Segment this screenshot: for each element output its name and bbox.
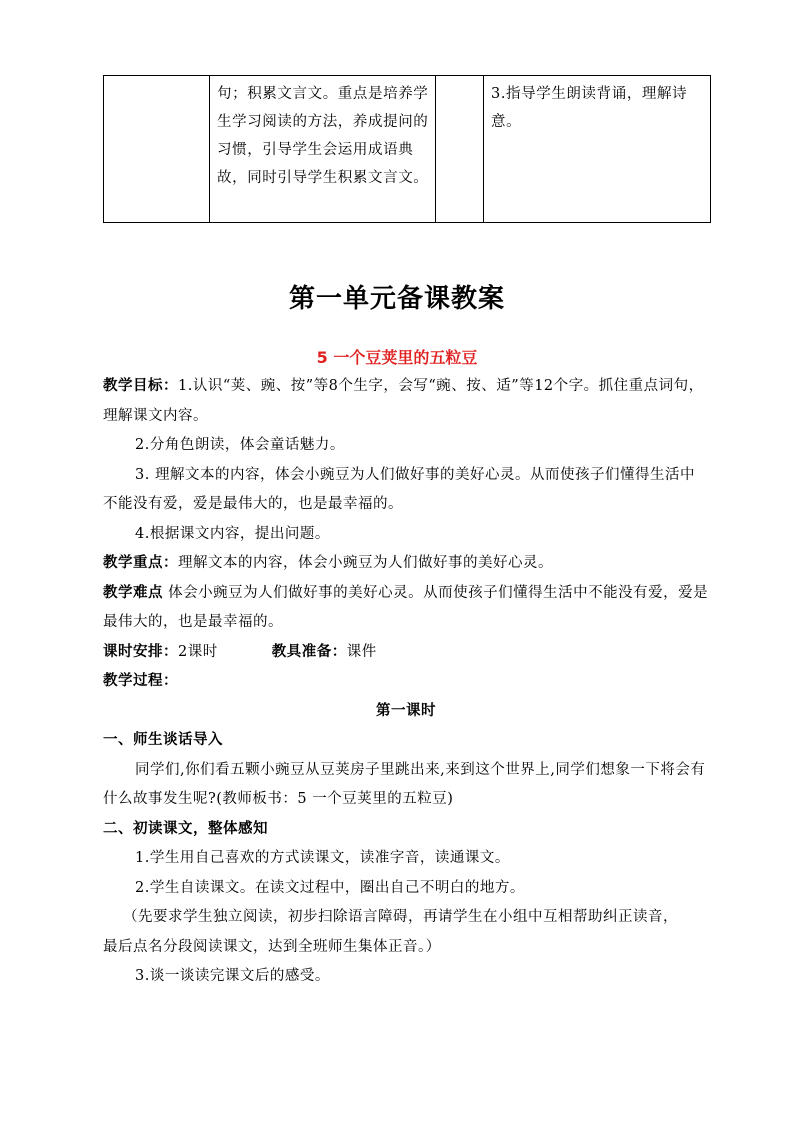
schedule-label: 课时安排： bbox=[103, 643, 178, 660]
lesson-plan-table bbox=[103, 75, 711, 223]
lesson-title: 5 一个豆荚里的五粒豆 bbox=[316, 348, 478, 367]
period-title: 第一课时 bbox=[376, 702, 436, 719]
table-cell-guidance-text: 3.指导学生朗读背诵，理解诗意。 bbox=[491, 86, 688, 130]
key-point-label: 教学重点： bbox=[103, 555, 178, 571]
table-cell-empty-2 bbox=[436, 76, 484, 223]
goal-item-3: 3. 理解文本的内容，体会小豌豆为人们做好事的美好心灵。从而使孩子们懂得生活中不能没有爱，爱是最伟大的，也是最幸福的。 bbox=[103, 466, 695, 512]
tools-value: 课件 bbox=[346, 643, 377, 660]
goals-label: 教学目标： bbox=[103, 378, 178, 394]
difficulty bbox=[103, 579, 709, 638]
table-cell-goals bbox=[210, 76, 436, 223]
lesson-body bbox=[103, 372, 709, 992]
table-cell-goals-text: 句；积累文言文。重点是培养学生学习阅读的方法，养成提问的习惯，引导学生会运用成语典故，同时引导学生积累文言文。 bbox=[217, 86, 429, 186]
table-cell-guidance bbox=[484, 76, 711, 223]
process-label: 教学过程： bbox=[103, 673, 178, 689]
goal-item-1-text: 1.认识“荚、豌、按”等8个生字，会写“豌、按、适”等12个字。抓住重点词句，理解课文内容。 bbox=[103, 378, 704, 424]
difficulty-label: 教学难点 bbox=[103, 584, 163, 601]
section2-heading: 二、初读课文，整体感知 bbox=[103, 820, 268, 837]
schedule-value: 2课时 bbox=[178, 643, 218, 660]
goal-item-1 bbox=[103, 372, 709, 431]
section2-item-2: 2.学生自读课文。在读文过程中，圈出自己不明白的地方。 bbox=[135, 879, 525, 896]
schedule bbox=[103, 638, 709, 668]
table-cell-empty-1 bbox=[104, 76, 210, 223]
difficulty-text: 体会小豌豆为人们做好事的美好心灵。从而使孩子们懂得生活中不能没有爱，爱是最伟大的，也是最幸福的。 bbox=[103, 584, 709, 630]
key-point bbox=[103, 549, 709, 579]
section2-item-3: 3.谈一谈读完课文后的感受。 bbox=[135, 968, 330, 984]
key-point-text: 理解文本的内容，体会小豌豆为人们做好事的美好心灵。 bbox=[178, 555, 553, 571]
tools-label: 教具准备： bbox=[271, 643, 347, 660]
section2-item-1: 1.学生用自己喜欢的方式读课文，读准字音，读通课文。 bbox=[135, 850, 510, 866]
table-row bbox=[104, 76, 711, 223]
section1-heading: 一、师生谈话导入 bbox=[103, 732, 223, 748]
goal-item-2: 2.分角色朗读，体会童话魅力。 bbox=[135, 437, 345, 453]
page-title: 第一单元备课教案 bbox=[288, 284, 505, 314]
section2-note-line-1: （先要求学生独立阅读，初步扫除语言障碍，再请学生在小组中互相帮助纠正读音， bbox=[123, 909, 678, 925]
section2-note-line-2: 最后点名分段阅读课文，达到全班师生集体正音。） bbox=[103, 938, 441, 955]
section1-text: 同学们,你们看五颗小豌豆从豆荚房子里跳出来,来到这个世界上,同学们想象一下将会有什么故事发生呢?(教师板书：5 一个豆荚里的五粒豆) bbox=[103, 761, 706, 807]
goal-item-4: 4.根据课文内容，提出问题。 bbox=[135, 525, 330, 542]
